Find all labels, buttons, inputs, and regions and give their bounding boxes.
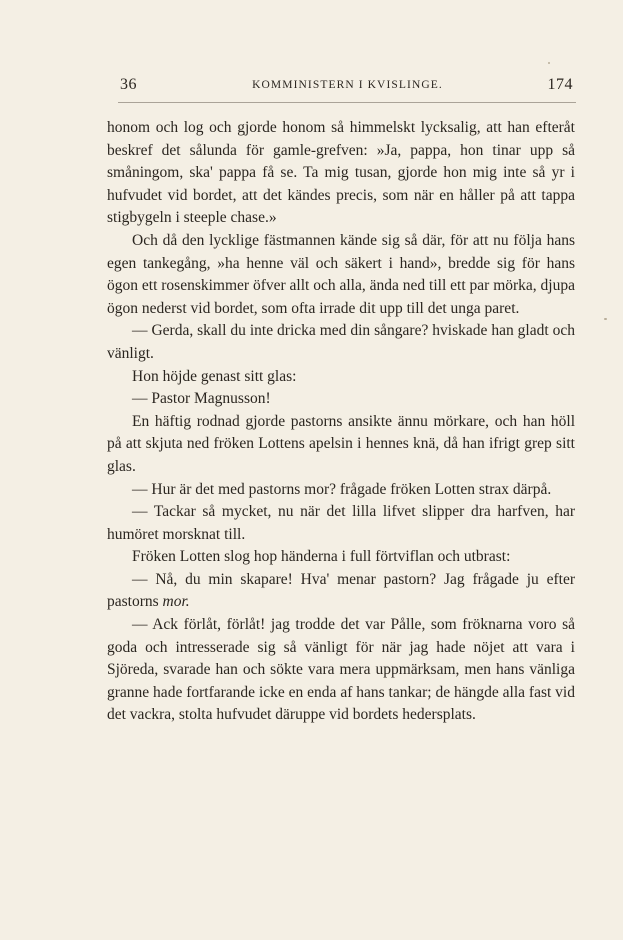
paragraph-11: — Ack förlåt, förlåt! jag trodde det var Pålle, som fröknarna voro så goda och intresserade sig så vänligt för när jag hade nöjet att vara i Sjöreda, svarade han och sökte vara mera uppmärksam, men hans vänliga granne hade fortfarande icke en enda af hans tankar; de hängde alla fast vid det vackra, stolta hufvudet däruppe vid bordets hedersplats. [107, 616, 575, 724]
paragraph-1: honom och log och gjorde honom så himmelskt lycksalig, att han efteråt beskref det sålunda för gamle-grefven: »Ja, pappa, hon tinar upp så småningom, ska' pappa få se. Ta mig tusan, gjorde hon mig inte så yr i hufvudet vid bordet, att det kändes precis, som när en håller på att tappa stigbygeln i steeple chase.» [107, 119, 575, 227]
body-text [107, 117, 575, 727]
header-rule [118, 102, 576, 103]
paragraph-6: En häftig rodnad gjorde pastorns ansikte ännu mörkare, och han höll på att skjuta ned fröken Lottens apelsin i hennes knä, då han ifrigt grep sitt glas. [107, 412, 575, 475]
paper-speck [604, 318, 607, 320]
emphasis-mor: mor. [162, 593, 190, 611]
running-title: KOMMINISTERN I KVISLINGE. [252, 79, 443, 91]
paragraph-10 [107, 569, 575, 614]
page-number-left: 36 [120, 76, 137, 93]
paper-speck [548, 62, 550, 64]
paragraph-3: — Gerda, skall du inte dricka med din sångare? hviskade han gladt och vänligt. [107, 322, 575, 362]
paragraph-10-text: — Nå, du min skapare! Hva' menar pastorn? Jag frågade ju efter pastorns [107, 570, 575, 611]
paragraph-2: Och då den lycklige fästmannen kände sig så där, för att nu följa hans egen tankegång, »ha henne väl och säkert i hand», bredde sig för hans ögon ett rosenskimmer öfver allt och alla, ända ned till ett par mörka, djupa ögon nederst vid bordet, som ofta irrade dit upp till det unga paret. [107, 231, 575, 317]
running-header [120, 76, 575, 100]
paragraph-8: — Tackar så mycket, nu när det lilla lifvet slipper dra harfven, har humöret morsknat till. [107, 503, 575, 543]
paragraph-4: Hon höjde genast sitt glas: [132, 367, 297, 385]
paragraph-7: — Hur är det med pastorns mor? frågade fröken Lotten strax därpå. [132, 480, 552, 498]
page-number-right: 174 [547, 76, 573, 93]
paragraph-9: Fröken Lotten slog hop händerna i full förtviflan och utbrast: [132, 548, 511, 566]
paragraph-5: — Pastor Magnusson! [132, 390, 271, 408]
